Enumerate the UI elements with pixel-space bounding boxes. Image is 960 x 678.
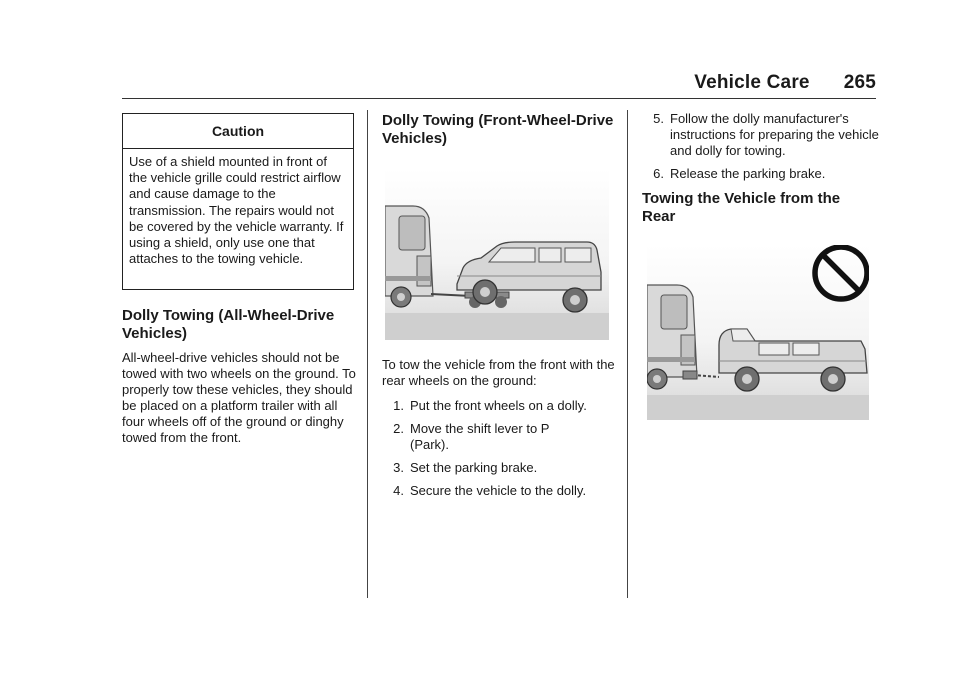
heading-dolly-towing-awd: Dolly Towing (All-Wheel-Drive Vehicles) <box>122 307 335 342</box>
page-header <box>600 72 876 94</box>
list-item <box>382 483 622 499</box>
list-item <box>382 398 622 414</box>
list-item <box>382 460 622 476</box>
step-number: 2. <box>393 421 404 436</box>
list-item <box>382 421 622 453</box>
step-text: Release the parking brake. <box>670 166 826 181</box>
list-item <box>642 111 880 159</box>
step-number: 5. <box>653 111 664 126</box>
step-number: 3. <box>393 460 404 475</box>
caution-text: Use of a shield mounted in front of the vehicle grille could restrict airflow and cause damage to the transmission. The repairs would not be covered by the vehicle warranty. If using a shield, only use one that attaches to the towing vehicle. <box>129 154 344 267</box>
section-title: Vehicle Care <box>694 72 810 93</box>
list-item <box>642 166 880 182</box>
rear-towing-prohibited-illustration <box>647 245 869 420</box>
step-text: Set the parking brake. <box>410 460 538 475</box>
paragraph-awd: All-wheel-drive vehicles should not be towed with two wheels on the ground. To properly tow these vehicles, they should be placed on a platform trailer with all four wheels off of the ground or dinghy towed from the front. <box>122 350 356 445</box>
step-text: Follow the dolly manufacturer's instructions for preparing the vehicle and dolly for towing. <box>670 111 879 158</box>
caution-box <box>122 113 354 290</box>
dolly-towing-illustration <box>385 168 609 340</box>
column-divider-1 <box>367 110 368 598</box>
header-rule <box>122 98 876 99</box>
step-text: Put the front wheels on a dolly. <box>410 398 587 413</box>
continued-steps-list <box>642 111 880 189</box>
page-number: 265 <box>843 72 876 93</box>
heading-towing-from-rear: Towing the Vehicle from the Rear <box>642 190 841 225</box>
fwd-intro: To tow the vehicle from the front with the rear wheels on the ground: <box>382 357 615 388</box>
step-number: 1. <box>393 398 404 413</box>
column-divider-2 <box>627 110 628 598</box>
caution-title: Caution <box>211 123 265 139</box>
heading-dolly-towing-fwd: Dolly Towing (Front-Wheel-Drive Vehicles) <box>382 112 614 147</box>
step-text: Move the shift lever to P (Park). <box>410 421 550 452</box>
step-text: Secure the vehicle to the dolly. <box>410 483 587 498</box>
step-number: 4. <box>393 483 404 498</box>
step-number: 6. <box>653 166 664 181</box>
fwd-steps-list <box>382 398 622 506</box>
